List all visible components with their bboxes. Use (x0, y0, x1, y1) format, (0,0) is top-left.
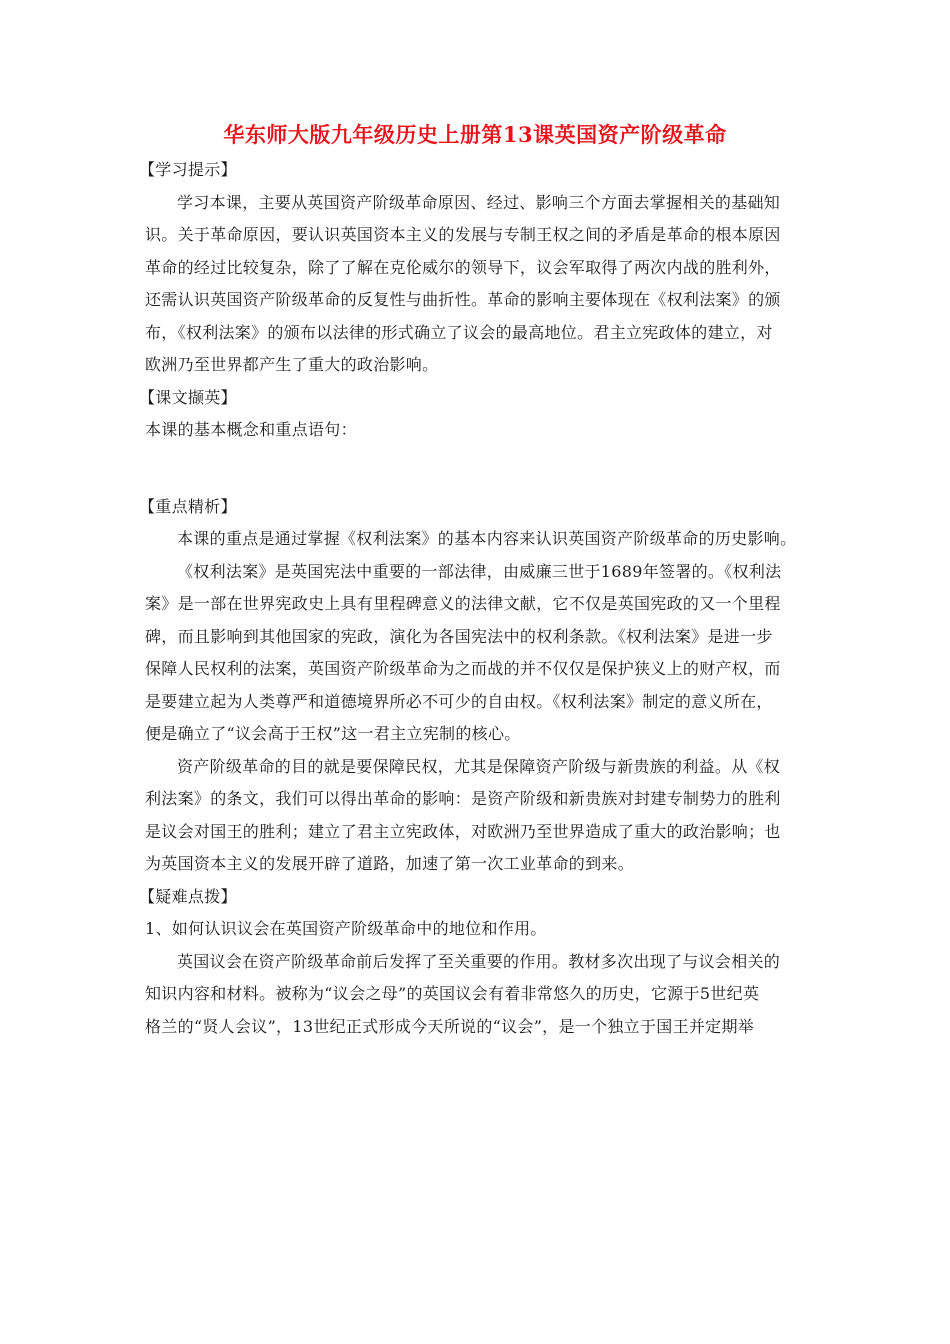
paragraph-line: 本课的基本概念和重点语句： (145, 420, 357, 439)
paragraph-line: 学习本课，主要从英国资产阶级革命原因、经过、影响三个方面去掌握相关的基础知 (177, 192, 781, 212)
paragraph-line: 为英国资本主义的发展开辟了道路，加速了第一次工业革命的到来。 (145, 854, 635, 873)
paragraph-line: 识。关于革命原因，要认识英国资本主义的发展与专制王权之间的矛盾是革命的根本原因 (145, 225, 781, 244)
paragraph-line: 利法案》的条文，我们可以得出革命的影响：是资产阶级和新贵族对封建专制势力的胜利 (145, 789, 781, 808)
paragraph-line: 案》是一部在世界宪政史上具有里程碑意义的法律文献，它不仅是英国宪政的又一个里程 (145, 594, 781, 613)
paragraph-line: 革命的经过比较复杂，除了了解在克伦威尔的领导下，议会军取得了两次内战的胜利外， (145, 257, 781, 277)
paragraph-line: 本课的重点是通过掌握《权利法案》的基本内容来认识英国资产阶级革命的历史影响。 (177, 529, 797, 548)
section-heading-study-tips: 【学习提示】 (139, 160, 237, 179)
section-heading-difficult-points: 【疑难点拨】 (139, 886, 237, 906)
paragraph-line: 是要建立起为人类尊严和道德境界所必不可少的自由权。《权利法案》制定的意义所在， (145, 691, 773, 711)
blank-space (145, 447, 805, 491)
paragraph-line: 欧洲乃至世界都产生了重大的政治影响。 (145, 355, 439, 374)
paragraph-line: 碑，而且影响到其他国家的宪政，演化为各国宪法中的权利条款。《权利法案》是进一步 (145, 626, 773, 646)
paragraph-line: 英国议会在资产阶级革命前后发挥了至关重要的作用。教材多次出现了与议会相关的 (177, 951, 781, 971)
paragraph-line: 知识内容和材料。被称为“议会之母”的英国议会有着非常悠久的历史，它源于5世纪英 (145, 984, 760, 1003)
paragraph-line: 布，《权利法案》的颁布以法律的形式确立了议会的最高地位。君主立宪政体的建立，对 (145, 322, 773, 342)
paragraph-line: 《权利法案》是英国宪法中重要的一部法律，由威廉三世于1689年签署的。《权利法 (177, 561, 782, 581)
question-line: 1、如何认识议会在英国资产阶级革命中的地位和作用。 (145, 919, 547, 938)
section-heading-key-analysis: 【重点精析】 (139, 496, 237, 516)
paragraph-line: 保障人民权利的法案，英国资产阶级革命为之而战的并不仅仅是保护狭义上的财产权，而 (145, 659, 781, 678)
paragraph-line: 还需认识英国资产阶级革命的反复性与曲折性。革命的影响主要体现在《权利法案》的颁 (145, 290, 781, 309)
paragraph-line: 是议会对国王的胜利；建立了君主立宪政体，对欧洲乃至世界造成了重大的政治影响；也 (145, 821, 781, 841)
paragraph-line: 资产阶级革命的目的就是要保障民权，尤其是保障资产阶级与新贵族的利益。从《权 (177, 756, 781, 776)
paragraph-line: 格兰的“贤人会议”，13世纪正式形成今天所说的“议会”，是一个独立于国王并定期举 (145, 1016, 755, 1036)
document-title: 华东师大版九年级历史上册第13课英国资产阶级革命 (223, 122, 727, 147)
paragraph-line: 便是确立了“议会高于王权”这一君主立宪制的核心。 (145, 724, 521, 743)
section-heading-text-highlights: 【课文撷英】 (139, 387, 237, 407)
